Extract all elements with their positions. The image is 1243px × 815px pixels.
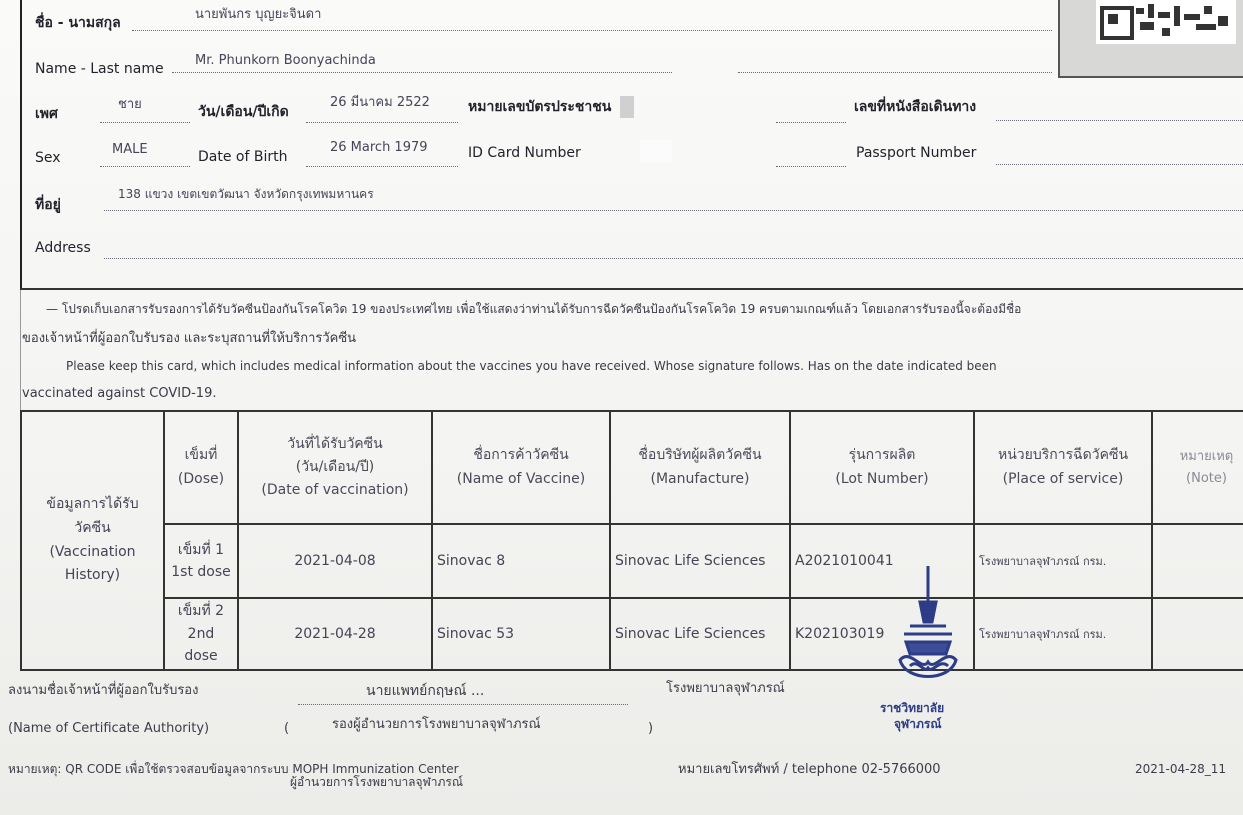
overlay-stamp-text: ผู้อำนวยการโรงพยาบาลจุฬาภรณ์ (290, 775, 463, 789)
address-th-value: 138 แขวง เขตเขตวัฒนา จังหวัดกรุงเทพมหานคร (118, 187, 374, 201)
notice-th-line2: ของเจ้าหน้าที่ผู้ออกใบรับรอง และระบุสถานที่ให้บริการวัคซีน (22, 331, 357, 346)
vaccination-table (20, 410, 1243, 671)
name-en-line-2 (738, 72, 1052, 73)
table-row (21, 524, 1243, 598)
header-dose: เข็มที่ (Dose) (164, 411, 238, 524)
passport-en-line (996, 164, 1243, 165)
notice-en-line2: vaccinated against COVID-19. (22, 386, 217, 401)
manufacturer-cell: Sinovac Life Sciences (610, 598, 790, 670)
table-row (21, 598, 1243, 670)
name-th-label: ชื่อ - นามสกุล (35, 15, 121, 31)
name-th-line (132, 30, 1052, 31)
frame-left (20, 0, 22, 290)
note-cell (1152, 598, 1243, 670)
place-cell: โรงพยาบาลจุฬาภรณ์ กรม. (974, 524, 1152, 598)
notice-en-line1: Please keep this card, which includes medical information about the vaccines you have received. Whose signature follows. Has on the date indicated been (66, 359, 997, 373)
vaccination-history-label: ข้อมูลการได้รับ วัคซีน (Vaccination History) (21, 411, 164, 670)
idcard-en-label: ID Card Number (468, 145, 581, 161)
name-en-line (172, 72, 672, 73)
dob-en-value: 26 March 1979 (330, 140, 428, 155)
idcard-th-label: หมายเลขบัตรประชาชน (468, 99, 612, 115)
address-th-label: ที่อยู่ (35, 197, 61, 213)
idcard-en-redaction (640, 140, 672, 162)
vaccine-cell: Sinovac 8 (432, 524, 610, 598)
authority-position: รองผู้อำนวยการโรงพยาบาลจุฬาภรณ์ (332, 717, 541, 732)
dob-th-label: วัน/เดือน/ปีเกิด (198, 104, 289, 120)
qr-code-image (1096, 0, 1236, 44)
address-en-label: Address (35, 240, 91, 256)
sex-en-label: Sex (35, 150, 61, 166)
sex-th-value: ชาย (118, 97, 142, 112)
emblem-text-2: จุฬาภรณ์ (894, 717, 942, 731)
idcard-redaction (620, 96, 634, 118)
authority-close-paren: ) (648, 721, 654, 736)
hospital-emblem (870, 562, 980, 732)
dob-en-label: Date of Birth (198, 149, 288, 165)
hospital-name: โรงพยาบาลจุฬาภรณ์ (666, 681, 785, 696)
idcard-en-line (776, 166, 846, 167)
frame-left-lower (20, 290, 21, 410)
sex-th-label: เพศ (35, 106, 58, 122)
emblem-text-1: ราชวิทยาลัย (880, 701, 945, 715)
sex-en-value: MALE (112, 142, 148, 157)
section-divider (20, 288, 1243, 290)
dob-en-line (306, 166, 458, 167)
header-manufacturer: ชื่อบริษัทผู้ผลิตวัคซีน (Manufacture) (610, 411, 790, 524)
authority-th-label: ลงนามชื่อเจ้าหน้าที่ผู้ออกใบรับรอง (8, 683, 199, 698)
dose-cell: เข็มที่ 1 1st dose (164, 524, 238, 598)
vaccine-cell: Sinovac 53 (432, 598, 610, 670)
manufacturer-cell: Sinovac Life Sciences (610, 524, 790, 598)
note-cell (1152, 524, 1243, 598)
address-en-line (104, 258, 1243, 259)
notice-th-line1: — โปรดเก็บเอกสารรับรองการได้รับวัคซีนป้องกันโรคโควิด 19 ของประเทศไทย เพื่อใช้แสดงว่าท่านได้รับการฉีดวัคซีนป้องกันโรคโควิด 19 ครบตามเกณฑ์แล้ว โดยเอกสารรับรองนี้จะต้องมีชื่อ (46, 302, 1022, 316)
qr-note: หมายเหตุ: QR CODE เพื่อใช้ตรวจสอบข้อมูลจากระบบ MOPH Immunization Center (8, 762, 459, 776)
dose-en-text: 1st dose (171, 564, 231, 580)
sex-en-line (100, 166, 190, 167)
name-th-value: นายพันกร บุญยะจินดา (195, 7, 322, 22)
passport-en-label: Passport Number (856, 145, 977, 161)
authority-name: นายแพทย์กฤษณ์ ... (366, 683, 485, 699)
table-header-row (21, 411, 1243, 524)
name-en-label: Name - Last name (35, 61, 164, 77)
authority-open-paren: ( (284, 721, 290, 736)
dob-th-value: 26 มีนาคม 2522 (330, 95, 430, 110)
header-vaccine-name: ชื่อการค้าวัคซีน (Name of Vaccine) (432, 411, 610, 524)
header-lot-number: รุ่นการผลิต (Lot Number) (790, 411, 974, 524)
lot-cell: K202103019 (790, 598, 974, 670)
name-en-value: Mr. Phunkorn Boonyachinda (195, 53, 376, 68)
dose-cell: เข็มที่ 2 2nd dose (164, 598, 238, 670)
qr-code (1058, 0, 1243, 78)
address-th-line (104, 210, 1243, 211)
telephone: หมายเลขโทรศัพท์ / telephone 02-5766000 (678, 762, 941, 777)
dob-th-line (306, 122, 458, 123)
place-cell: โรงพยาบาลจุฬาภรณ์ กรม. (974, 598, 1152, 670)
authority-en-label: (Name of Certificate Authority) (8, 721, 210, 736)
authority-signature-line (298, 704, 628, 705)
passport-th-line (996, 120, 1243, 121)
passport-th-label: เลขที่หนังสือเดินทาง (854, 99, 977, 115)
header-date: วันที่ได้รับวัคซีน (วัน/เดือน/ปี) (Date of vaccination) (238, 411, 432, 524)
idcard-th-line (776, 122, 846, 123)
header-place-of-service: หน่วยบริการฉีดวัคซีน (Place of service) (974, 411, 1152, 524)
print-date: 2021-04-28_11 (1135, 762, 1227, 776)
lot-cell: A2021010041 (790, 524, 974, 598)
sex-th-line (100, 122, 190, 123)
date-cell: 2021-04-08 (238, 524, 432, 598)
date-cell: 2021-04-28 (238, 598, 432, 670)
dose-en-text: 2nd dose (184, 625, 218, 665)
header-note: หมายเหตุ (Note) (1152, 411, 1243, 524)
